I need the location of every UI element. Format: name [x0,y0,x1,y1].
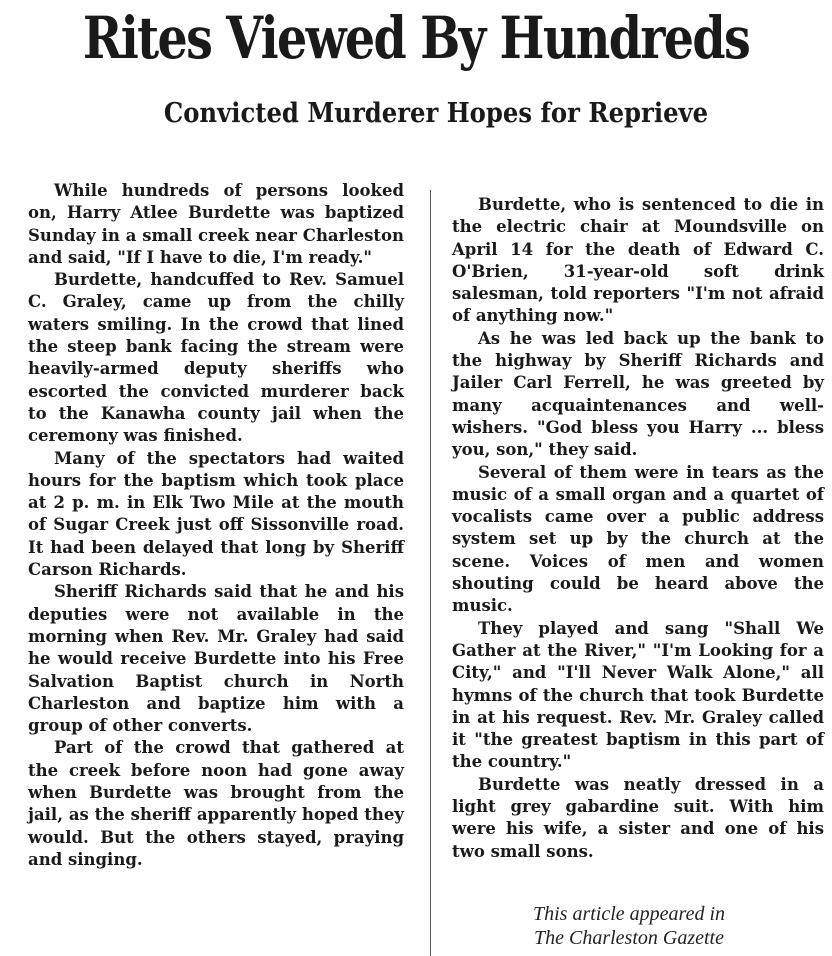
source-credit [470,902,788,950]
article-column-left [28,180,404,871]
paragraph: Part of the crowd that gathered at the creek before noon had gone away when Burdette was brought from the jail, as the sheriff apparently hoped they would. But the others stayed, praying and singing. [28,738,404,869]
paragraph: While hundreds of persons looked on, Harry Atlee Burdette was baptized Sunday in a small creek near Charleston and said, "If I have to die, I'm ready." [28,181,404,267]
column-divider [430,190,431,956]
article-column-right [452,194,824,863]
paragraph: Burdette, handcuffed to Rev. Samuel C. Graley, came up from the chilly waters smiling. In the crowd that lined the steep bank facing the stream were heavily-armed deputy sheriffs who escorted the convicted murderer back to the Kanawha county jail when the ceremony was finished. [28,270,404,446]
paragraph: Many of the spectators had waited hours for the baptism which took place at 2 p. m. in Elk Two Mile at the mouth of Sugar Creek just off Sissonville road. It had been delayed that long by Sheriff Carson Richards. [28,448,404,580]
headline: Rites Viewed By Hundreds [82,4,750,72]
paragraph: Burdette was neatly dressed in a light grey gabardine suit. With him were his wife, a sister and one of his two small sons. [452,774,824,861]
paragraph: As he was led back up the bank to the highway by Sheriff Richards and Jailer Carl Ferrell, he was greeted by many acquaintenances and well-wishers. "God bless you Harry ... bless you, son," they said. [452,328,824,460]
paragraph: They played and sang "Shall We Gather at the River," "I'm Looking for a City," and "I'll Never Walk Alone," all hymns of the church that took Burdette in at his request. Rev. Mr. Graley called it "the greatest baptism in this part of the country." [452,618,824,772]
subheadline: Convicted Murderer Hopes for Reprieve [163,98,709,129]
paragraph: Several of them were in tears as the music of a small organ and a quartet of vocalists came over a public address system set up by the church at the scene. Voices of men and women shouting could be heard above the music. [452,462,824,616]
credit-line-1: This article appeared in [532,903,726,925]
paragraph: Sheriff Richards said that he and his deputies were not available in the morning when Rev. Mr. Graley had said he would receive Burdette into his Free Salvation Baptist church in North Charleston and baptize him with a group of other converts. [28,582,404,736]
paragraph: Burdette, who is sentenced to die in the electric chair at Moundsville on April 14 for the death of Edward C. O'Brien, 31-year-old soft drink salesman, told reporters "I'm not afraid of anything now." [452,195,824,326]
credit-line-2: The Charleston Gazette [534,927,724,949]
